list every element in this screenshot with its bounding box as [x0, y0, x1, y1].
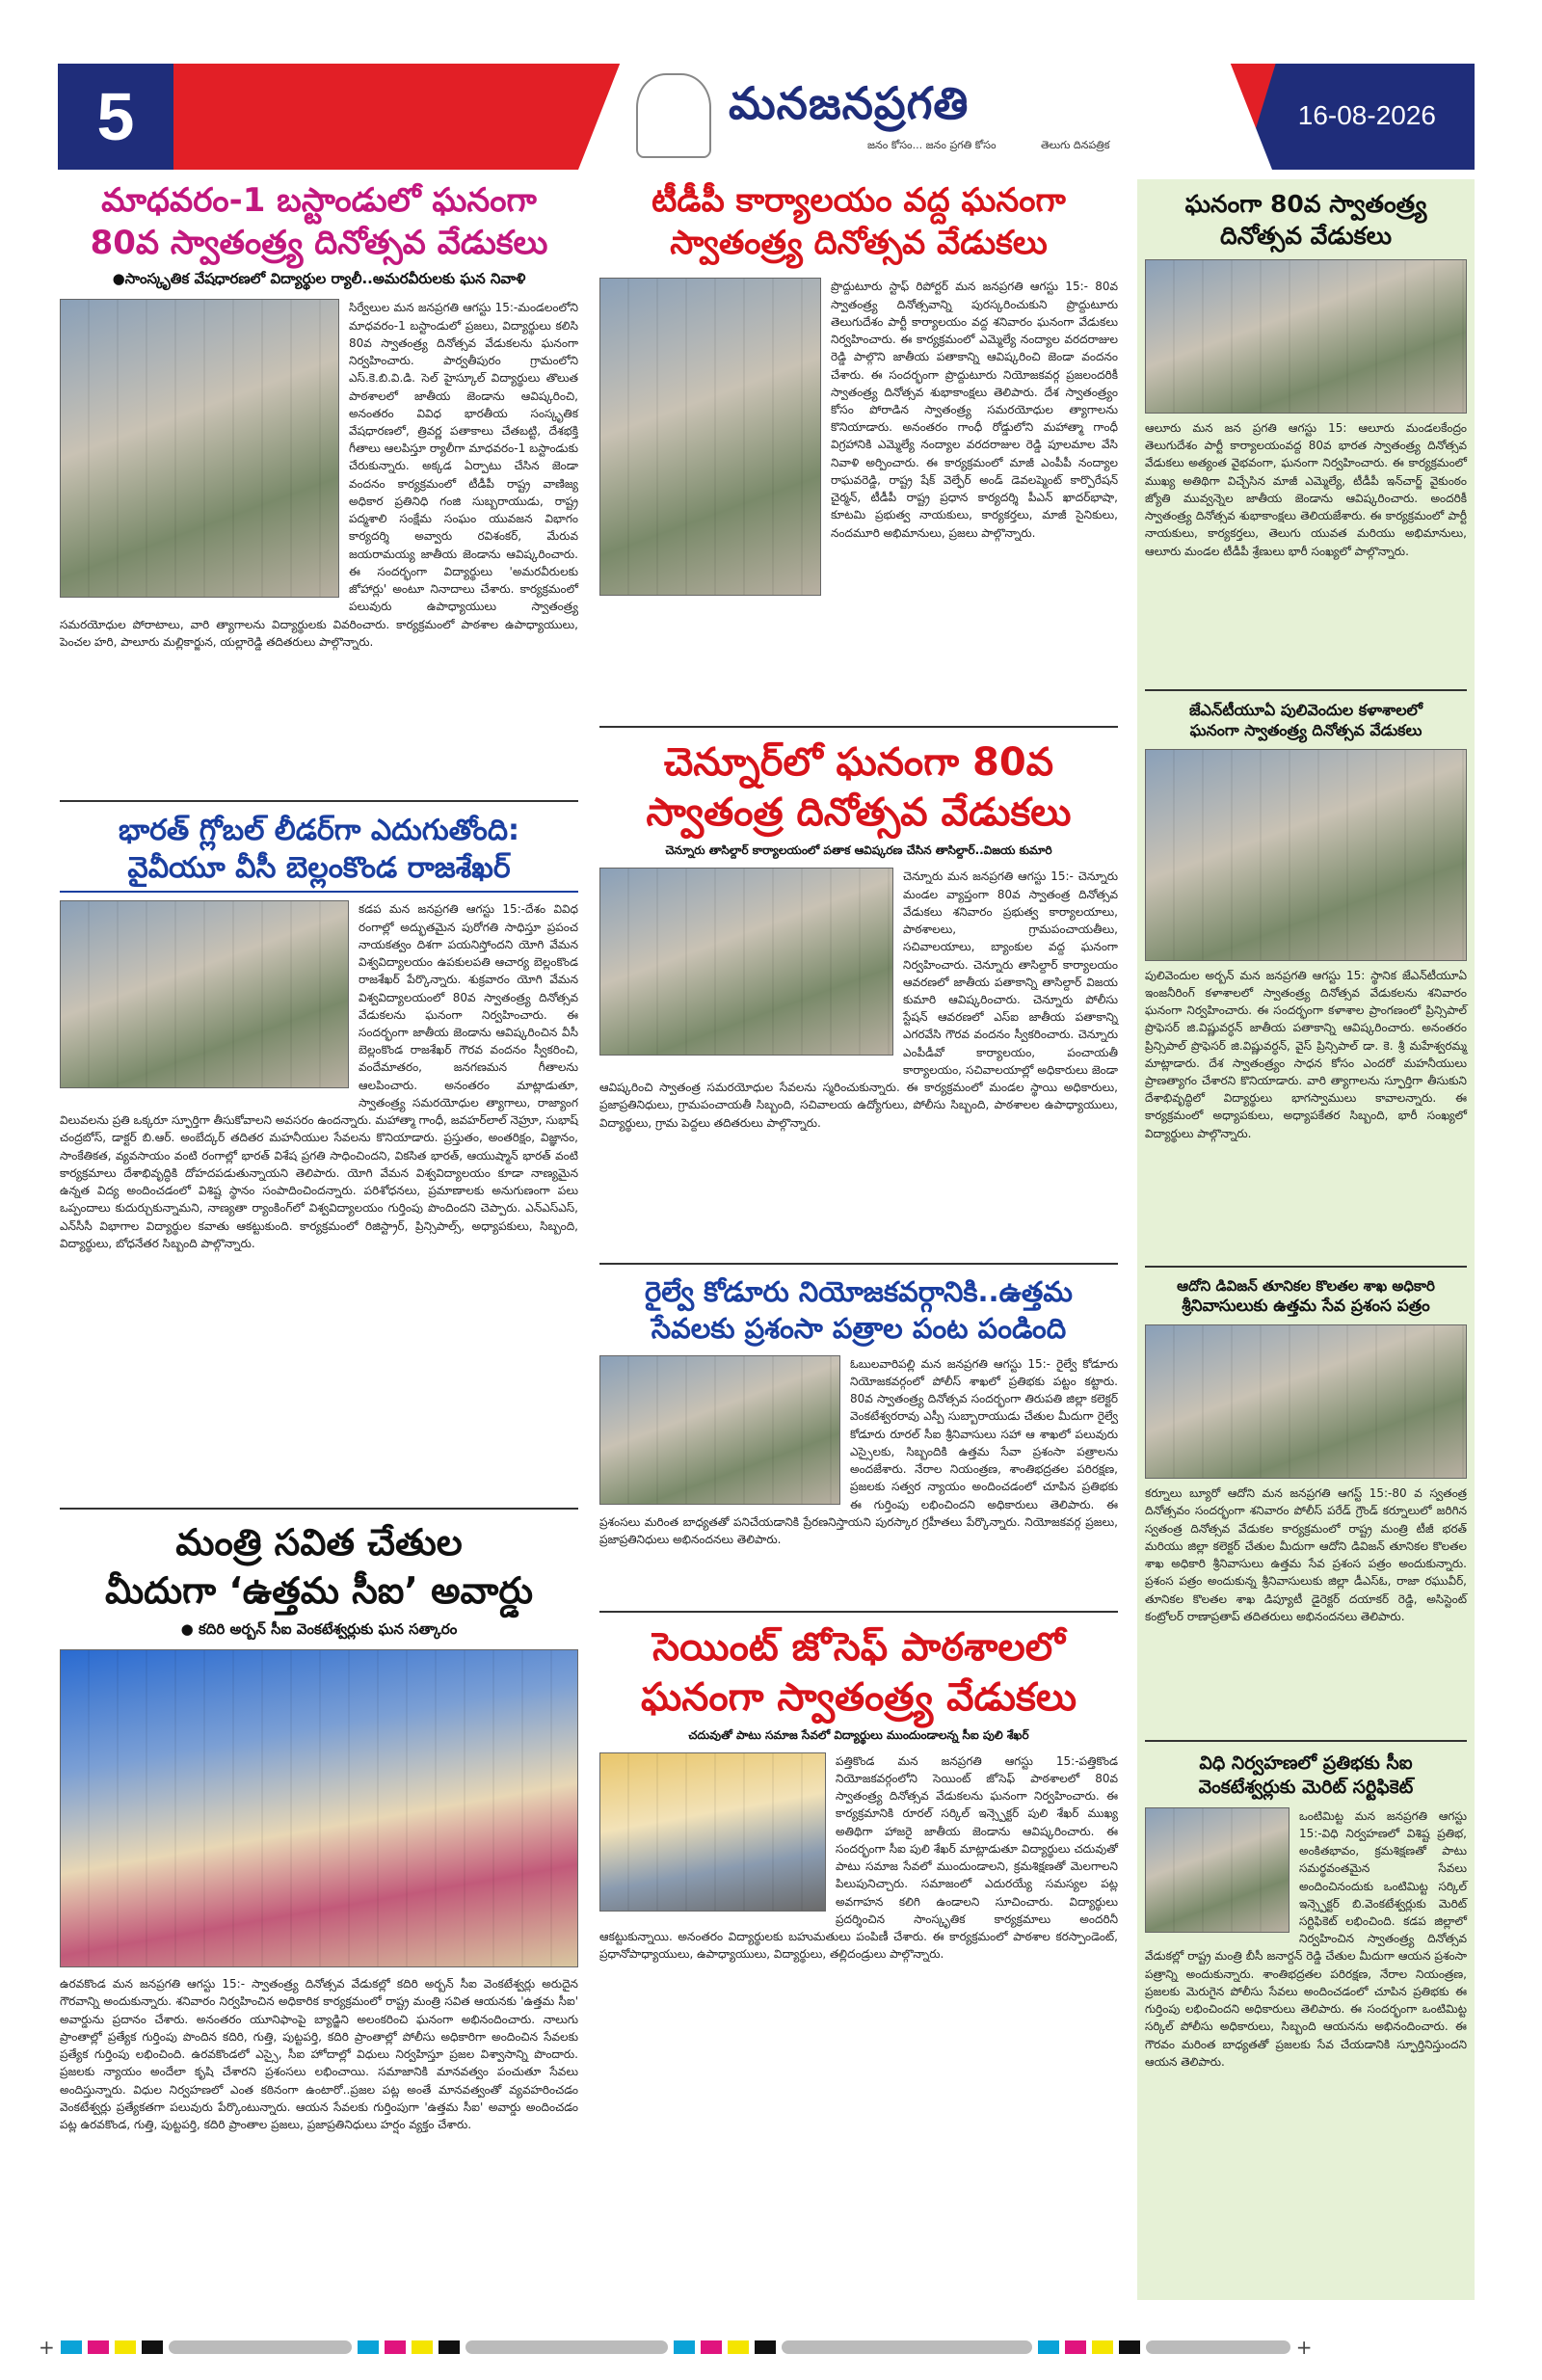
merit-certificate-photo — [1145, 1807, 1289, 1933]
headline-line-2: శ్రీనివాసులుకు ఉత్తమ సేవ ప్రశంస పత్రం — [1182, 1297, 1430, 1317]
black-swatch — [755, 2340, 776, 2354]
black-swatch — [439, 2340, 460, 2354]
divider — [599, 1611, 1118, 1613]
headline-line-2: స్వాతంత్ర్య దినోత్సవ వేడుకలు — [670, 224, 1048, 263]
college-photo — [1145, 749, 1467, 961]
issue-date: 16-08-2026 — [1297, 100, 1436, 130]
article-body: ఒంటిమిట్ట మన జనప్రగతి ఆగస్టు 15:-విధి నిర్వహణలో విశిష్ట ప్రతిభ, అంకితభావం, క్రమశిక్షణతో పాటు సమర్థవంతమైన సేవలు అందించినందుకు ఒంటిమిట్ట సర్కిల్ ఇన్స్పెక్టర్ బి.వెంకటేశ్వర్లుకు మెరిట్ సర్టిఫికెట్ లభించింది. కడప జిల్లాలో నిర్వహించిన స్వాతంత్ర్య దినోత్సవ వేడుకల్లో రాష్ట్ర మంత్రి బీసీ జనార్దన్ రెడ్డి చేతుల మీదుగా ఆయన ప్రశంసా పత్రాన్ని అందుకున్నారు. శాంతిభద్రతల పరిరక్షణ, నేరాల నియంత్రణ, ప్రజలకు మెరుగైన పోలీసు సేవలు అందించడంలో చూపిన ప్రతిభకు ఈ గుర్తింపు లభించిందని అధికారులు తెలిపారు. ఈ సందర్భంగా ఒంటిమిట్ట సర్కిల్ పోలీసు అధికారులు, సిబ్బంది ఆయనను అభినందించారు. ఈ గౌరవం మరింత బాధ్యతతో ప్రజలకు సేవ చేయడానికి స్ఫూర్తినిస్తుందని ఆయన తెలిపారు. — [1145, 1808, 1467, 2069]
yellow-swatch — [412, 2340, 433, 2354]
gray-bar — [1146, 2340, 1290, 2354]
black-swatch — [1119, 2340, 1140, 2354]
article-railway-koduru — [599, 1274, 1118, 1600]
article-tdp-office — [599, 179, 1118, 716]
article-body: ఉరవకొండ మన జనప్రగతి ఆగస్టు 15:- స్వాతంత్ర్య దినోత్సవ వేడుకల్లో కదిరి అర్బన్ సీఐ వెంకటేశ్వర్లు అరుదైన గౌరవాన్ని అందుకున్నారు. శనివారం నిర్వహించిన అధికారిక కార్యక్రమంలో రాష్ట్ర మంత్రి సవిత ఆయనకు 'ఉత్తమ సీఐ' అవార్డును ప్రదానం చేశారు. అనంతరం యూనిఫాంపై బ్యాడ్జిని అలంకరించి ఘనంగా అభినందించారు. నాలుగు ప్రాంతాల్లో ప్రత్యేక గుర్తింపు పొందిన కదిరి, గుత్తి, పుట్టపర్తి, కదిరి ప్రాంతాల్లో పోలీసు అధికారిగా అందించిన సేవలకు ప్రత్యేక గుర్తింపు లభించింది. ఉరవకొండలో ఎస్సై, సీఐ హోదాల్లో విధులు నిర్వహిస్తూ ప్రజల విశ్వాసాన్ని పొందారు. ప్రజలకు న్యాయం అందేలా కృషి చేశారని ప్రశంసలు లభించాయి. సమాజానికి మానవత్వం పంచుతూ సేవలు అందిస్తున్నారు. విధుల నిర్వహణలో ఎంత కఠినంగా ఉంటారో..ప్రజల పట్ల అంతే మానవత్వంతో వ్యవహరించడం వెంకటేశ్వర్లు ప్రత్యేకతగా పలువురు పేర్కొంటున్నారు. ఆయన సేవలకు గుర్తింపుగా 'ఉత్తమ సీఐ' అవార్డు అందించడం పట్ల ఉరవకొండ, గుత్తి, పుట్టపర్తి, కదిరి ప్రాంతాల ప్రజలు, ప్రజాప్రతినిధులు హర్షం వ్యక్తం చేశారు. — [60, 1977, 578, 2132]
article-subline: ●సాంస్కృతిక వేషధారణలో విద్యార్థుల ర్యాలీ..అమరవీరులకు ఘన నివాళి — [112, 270, 526, 288]
black-swatch — [142, 2340, 163, 2354]
article-body: ప్రొద్దుటూరు స్టాఫ్ రిపోర్టర్ మన జనప్రగతి ఆగస్టు 15:- 80వ స్వాతంత్ర్య దినోత్సవాన్ని పురస్కరించుకుని ప్రొద్దుటూరు తెలుగుదేశం పార్టీ కార్యాలయం వద్ద శనివారం ఘనంగా వేడుకలు నిర్వహించారు. ఈ కార్యక్రమంలో ఎమ్మెల్యే నంద్యాల వరదరాజుల రెడ్డి పాల్గొని జాతీయ పతాకాన్ని ఆవిష్కరించి జెండా వందనం చేశారు. ఈ సందర్భంగా ప్రొద్దుటూరు నియోజకవర్గ ప్రజలందరికీ స్వాతంత్ర్య దినోత్సవ శుభాకాంక్షలు తెలిపారు. దేశ స్వాతంత్ర్యం కోసం పోరాడిన స్వాతంత్ర్య సమరయోధుల త్యాగాలను కొనియాడారు. అనంతరం గాంధీ రోడ్డులోని మహాత్మా గాంధీ విగ్రహానికి ఎమ్మెల్యే నంద్యాల వరదరాజుల రెడ్డి పూలమాల వేసి నివాళి అర్పించారు. ఈ కార్యక్రమంలో మాజీ ఎంపీపీ నంద్యాల రాఘవరెడ్డి, రాష్ట్ర షేక్ వెల్ఫేర్ అండ్ డెవలప్మెంట్ కార్పొరేషన్ చైర్మన్, టీడీపీ రాష్ట్ర ప్రధాన కార్యదర్శి పీఎన్ ఖాదర్‌భాషా, కూటమి ప్రభుత్వ నాయకులు, కార్యకర్తలు, మాజీ సైనికులు, నందమూరి అభిమానులు, ప్రజలు పాల్గొన్నారు. — [831, 280, 1118, 540]
tahsildar-office-photo — [599, 868, 893, 1056]
rally-photo — [60, 299, 339, 598]
headline-line-1: చెన్నూర్‌లో ఘనంగా 80వ — [663, 740, 1054, 786]
headline-line-1: ఆదోని డివిజన్ తూనికల కొలతల శాఖ అధికారి — [1177, 1276, 1435, 1295]
headline-line-1: రైల్వే కోడూరు నియోజకవర్గానికి..ఉత్తమ — [645, 1275, 1073, 1309]
headline-line-1: టీడీపీ కార్యాలయం వద్ద ఘనంగా — [651, 181, 1066, 220]
article-subline: చదువుతో పాటు సమాజ సేవలో విద్యార్థులు ముందుండాలన్న సీఐ పులి శేఖర్ — [688, 1727, 1029, 1742]
yellow-swatch — [1092, 2340, 1113, 2354]
flag-hoisting-photo — [599, 278, 821, 596]
article-vontimitta — [1145, 1752, 1467, 2125]
article-jntua — [1145, 701, 1467, 1256]
gray-bar — [169, 2340, 352, 2354]
certificate-photo — [599, 1355, 840, 1505]
paper-name: మనజనప్రగతి — [729, 77, 970, 129]
headline-line-2: ఘనంగా స్వాతంత్ర్య వేడుకలు — [640, 1674, 1077, 1720]
registration-mark-icon: + — [39, 2336, 55, 2359]
article-madhavaram — [60, 179, 578, 790]
divider — [599, 726, 1118, 728]
headline-line-1: ఘనంగా 80వ స్వాతంత్ర్య — [1184, 190, 1427, 218]
logo-emblem-icon — [636, 73, 711, 158]
cyan-swatch — [61, 2340, 82, 2354]
headline-line-1: భారత్ గ్లోబల్ లీడర్‌గా ఎదుగుతోంది: — [118, 814, 520, 848]
paper-logo — [636, 69, 1118, 164]
divider — [599, 1263, 1118, 1265]
cyan-swatch — [674, 2340, 695, 2354]
headline-line-2: సేవలకు ప్రశంసా పత్రాల పంట పండింది — [651, 1312, 1067, 1346]
article-yvu — [60, 812, 578, 1498]
article-subline: ● కదిరి అర్బన్ సీఐ వెంకటేశ్వర్లుకు ఘన సత్కారం — [180, 1620, 458, 1639]
divider — [1145, 1266, 1467, 1268]
headline-line-1: మంత్రి సవిత చేతుల — [175, 1521, 463, 1564]
divider — [1145, 1740, 1467, 1742]
gray-bar — [782, 2340, 1032, 2354]
article-adoni — [1145, 1277, 1467, 1731]
article-body: ఓబులవారిపల్లి మన జనప్రగతి ఆగస్టు 15:- రైల్వే కోడూరు నియోజకవర్గంలో పోలీస్ శాఖలో ప్రతిభకు పట్టం కట్టారు. 80వ స్వాతంత్ర్య దినోత్సవ సందర్భంగా తిరుపతి జిల్లా కలెక్టర్ వెంకటేశ్వరరావు ఎస్పీ సుబ్బారాయుడు చేతుల మీదుగా రైల్వే కోడూరు రూరల్ సీఐ శ్రీనివాసులు సహా ఆ శాఖలో పలువురు ఎస్సైలకు, సిబ్బందికి ఉత్తమ సేవా ప్రశంసా పత్రాలను అందజేశారు. నేరాల నియంత్రణ, శాంతిభద్రతల పరిరక్షణ, ప్రజలకు సత్వర న్యాయం అందించడంలో చూపిన ప్రతిభకు ఈ గుర్తింపు లభించిందని అధికారులు తెలిపారు. ఈ ప్రశంసలు మరింత బాధ్యతతో పనిచేయడానికి ప్రేరణనిస్తాయని పురస్కార గ్రహీతలు పేర్కొన్నారు. నియోజకవర్గ ప్రజలు, ప్రజాప్రతినిధులు అభినందనలు తెలిపారు. — [599, 1356, 1118, 1547]
magenta-swatch — [701, 2340, 722, 2354]
article-subline: చెన్నూరు తాసిల్దార్ కార్యాలయంలో పతాక ఆవిష్కరణ చేసిన తాసిల్దార్..విజయ కుమారి — [665, 843, 1052, 858]
article-body: కడప మన జనప్రగతి ఆగస్టు 15:-దేశం వివిధ రంగాల్లో అద్భుతమైన పురోగతి సాధిస్తూ ప్రపంచ నాయకత్వం దిశగా పయనిస్తోందని యోగి వేమన విశ్వవిద్యాలయం ఉపకులపతి ఆచార్య బెల్లంకొండ రాజశేఖర్ పేర్కొన్నారు. శుక్రవారం యోగి వేమన విశ్వవిద్యాలయంలో 80వ స్వాతంత్ర్య దినోత్సవ వేడుకలను ఘనంగా నిర్వహించారు. ఈ సందర్భంగా జాతీయ జెండాను ఆవిష్కరించిన వీసీ బెల్లంకొండ రాజశేఖర్ గౌరవ వందనం స్వీకరించి, వందేమాతరం, జనగణమన గీతాలను ఆలపించారు. అనంతరం మాట్లాడుతూ, స్వాతంత్ర్య సమరయోధుల త్యాగాలు, రాజ్యాంగ విలువలను ప్రతి ఒక్కరూ స్ఫూర్తిగా తీసుకోవాలని అవసరం ఉందన్నారు. మహాత్మా గాంధీ, జవహర్‌లాల్ నెహ్రూ, సుభాష్ చంద్రబోస్, డాక్టర్ బి.ఆర్. అంబేద్కర్ తదితర మహనీయుల సేవలను కొనియాడారు. ప్రస్తుతం, అంతరిక్షం, విజ్ఞానం, సాంకేతికత, వ్యవసాయం వంటి రంగాల్లో భారత్ విశేష ప్రగతి సాధించిందని, వికసిత భారత్, ఆయుష్మాన్ భారత్ వంటి కార్యక్రమాలు దేశాభివృద్ధికి దోహదపడుతున్నాయని తెలిపారు. యోగి వేమన విశ్వవిద్యాలయం కూడా నాణ్యమైన ఉన్నత విద్య అందించడంలో విశిష్ట స్థానం సంపాదించిందన్నారు. పరిశోధనలు, ప్రమాణాలకు అనుగుణంగా పలు ఒప్పందాలు కుదుర్చుకున్నామని, నాణ్యతా ర్యాంకింగ్‌లో విశ్వవిద్యాలయం గుర్తింపు పొందిందని చెప్పారు. ఎన్‌ఎస్‌ఎస్, ఎన్‌సీసీ విభాగాల విద్యార్థుల కవాతు ఆకట్టుకుంది. కార్యక్రమంలో రిజిస్ట్రార్, ప్రిన్సిపాల్స్, అధ్యాపకులు, సిబ్బంది, విద్యార్థులు, బోధనేతర సిబ్బంది పాల్గొన్నారు. — [60, 902, 578, 1250]
article-chennur — [599, 737, 1118, 1253]
headline-line-1: మాధవరం-1 బస్టాండులో ఘనంగా — [101, 181, 537, 220]
school-event-photo — [599, 1752, 826, 1912]
headline-line-2: 80వ స్వాతంత్ర్య దినోత్సవ వేడుకలు — [90, 224, 548, 263]
article-aluru — [1145, 189, 1467, 680]
article-st-joseph — [599, 1622, 1118, 2042]
headline-line-2: మీదుగా ‘ఉత్తమ సీఐ’ అవార్డు — [104, 1568, 534, 1612]
article-body: ఆలూరు మన జన ప్రగతి ఆగస్టు 15: ఆలూరు మండలకేంద్రం తెలుగుదేశం పార్టీ కార్యాలయంవద్ద 80వ భారత స్వాతంత్ర్య దినోత్సవ వేడుకలు అత్యంత వైభవంగా, ఘనంగా నిర్వహించారు. ఈ కార్యక్రమంలో ముఖ్య అతిథిగా విచ్చేసిన మాజీ ఎమ్మెల్యే, టీడీపీ ఇన్‌చార్జ్ వైకుంఠం జ్యోతి మువ్వన్నెల జాతీయ జెండాను ఆవిష్కరించారు. అందరికీ స్వాతంత్ర్య దినోత్సవ శుభాకాంక్షలు తెలియజేశారు. ఈ కార్యక్రమంలో పార్టీ నాయకులు, కార్యకర్తలు, తెలుగు యువత మరియు అభిమానులు, ఆలూరు మండల టీడీపీ శ్రేణులు భారీ సంఖ్యలో పాల్గొన్నారు. — [1145, 421, 1467, 558]
right-column — [1137, 179, 1475, 2300]
page-number: 5 — [96, 79, 135, 154]
magenta-swatch — [1065, 2340, 1086, 2354]
gray-bar — [465, 2340, 668, 2354]
award-photo — [60, 1649, 578, 1967]
yellow-swatch — [728, 2340, 749, 2354]
certificate-ceremony-photo — [1145, 1324, 1467, 1479]
headline-line-1: సెయింట్ జోసెఫ్ పాఠశాలలో — [652, 1624, 1065, 1670]
middle-column — [599, 179, 1118, 2042]
article-body: పత్తికొండ మన జనప్రగతి ఆగస్టు 15:-పత్తికొండ నియోజకవర్గంలోని సెయింట్ జోసెఫ్ పాఠశాలలో 80వ స్వాతంత్ర్య దినోత్సవ వేడుకలను ఘనంగా నిర్వహించారు. ఈ కార్యక్రమానికి రూరల్ సర్కిల్ ఇన్స్పెక్టర్ పులి శేఖర్ ముఖ్య అతిథిగా హాజరై జాతీయ జెండాను ఆవిష్కరించారు. ఈ సందర్భంగా సీఐ పులి శేఖర్ మాట్లాడుతూ విద్యార్థులు చదువుతో పాటు సమాజ సేవలో ముందుండాలని, క్రమశిక్షణతో మెలగాలని పిలుపునిచ్చారు. సమాజంలో ఎదురయ్యే సమస్యల పట్ల అవగాహన కలిగి ఉండాలని సూచించారు. విద్యార్థులు ప్రదర్శించిన సాంస్కృతిక కార్యక్రమాలు అందరినీ ఆకట్టుకున్నాయి. అనంతరం విద్యార్థులకు బహుమతులు పంపిణీ చేశారు. ఈ కార్యక్రమంలో పాఠశాల కరస్పాండెంట్, ప్రధానోపాధ్యాయులు, ఉపాధ్యాయులు, విద్యార్థులు, తల్లిదండ్రులు పాల్గొన్నారు. — [599, 1753, 1118, 1962]
headline-line-1: జేఎన్‌టీయూఏ పులివెందుల కళాశాలలో — [1188, 701, 1423, 719]
left-column — [60, 179, 578, 2197]
paper-tagline: జనం కోసం... జనం ప్రగతి కోసం — [867, 139, 997, 151]
magenta-swatch — [88, 2340, 109, 2354]
headline-line-2: వెంకటేశ్వర్లుకు మెరిట్ సర్టిఫికెట్ — [1198, 1776, 1414, 1798]
divider — [60, 800, 578, 802]
article-body: చెన్నూరు మన జనప్రగతి ఆగస్టు 15:- చెన్నూరు మండల వ్యాప్తంగా 80వ స్వాతంత్ర దినోత్సవ వేడుకలు శనివారం ప్రభుత్వ కార్యాలయాలు, పాఠశాలలు, గ్రామపంచాయతీలు, సచివాలయాలు, బ్యాంకుల వద్ద ఘనంగా నిర్వహించారు. చెన్నూరు తాసిల్దార్ కార్యాలయం ఆవరణలో జాతీయ పతాకాన్ని తాసిల్దార్ విజయ కుమారి ఆవిష్కరించారు. చెన్నూరు పోలీసు స్టేషన్ ఆవరణలో ఎస్ఐ జాతీయ పతాకాన్ని ఎగరవేసి గౌరవ వందనం స్వీకరించారు. చెన్నూరు ఎంపీడీవో కార్యాలయం, పంచాయతీ కార్యాలయం, సచివాలయాల్లో అధికారులు జెండా ఆవిష్కరించి స్వాతంత్ర సమరయోధుల సేవలను స్మరించుకున్నారు. ఈ కార్యక్రమంలో మండల స్థాయి అధికారులు, ప్రజాప్రతినిధులు, గ్రామపంచాయతీ సిబ్బంది, సచివాలయ ఉద్యోగులు, పోలీసు సిబ్బంది, పాఠశాలల ఉపాధ్యాయులు, విద్యార్థులు, గ్రామ పెద్దలు తదితరులు పాల్గొన్నారు. — [599, 869, 1118, 1130]
article-best-ci-award — [60, 1519, 578, 2197]
registration-mark-icon: + — [1295, 2336, 1313, 2359]
paper-tagline-2: తెలుగు దినపత్రిక — [1041, 139, 1110, 151]
article-body: పులివెందుల అర్బన్ మన జనప్రగతి ఆగస్టు 15: స్థానిక జేఎన్‌టీయూఏ ఇంజనీరింగ్ కళాశాలలో స్వాతంత్ర్య దినోత్సవ వేడుకలను శనివారం ఘనంగా నిర్వహించారు. ఈ సందర్భంగా కళాశాల ప్రాంగణంలో ప్రిన్సిపాల్ ప్రొఫెసర్ జి.విష్ణువర్ధన్ జాతీయ పతాకాన్ని ఆవిష్కరించారు. అనంతరం ప్రిన్సిపాల్ ప్రొఫెసర్ జి.విష్ణువర్ధన్, వైస్ ప్రిన్సిపాల్ డా. కె. శ్రీ మహేశ్వరమ్మ మాట్లాడారు. దేశ స్వాతంత్ర్యం సాధన కోసం ఎందరో మహనీయులు ప్రాణత్యాగం చేశారని కొనియాడారు. వారి త్యాగాలను స్ఫూర్తిగా తీసుకుని దేశాభివృద్ధిలో విద్యార్థులు భాగస్వాములు కావాలన్నారు. ఈ కార్యక్రమంలో అధ్యాపకులు, అధ్యాపకేతర సిబ్బంది, భారీ సంఖ్యలో విద్యార్థులు పాల్గొన్నారు. — [1145, 968, 1467, 1140]
print-registration-strip — [39, 2333, 1503, 2362]
article-body: సిర్వేలుల మన జనప్రగతి ఆగస్టు 15:-మండలంలోని మాధవరం-1 బస్టాండులో ప్రజలు, విద్యార్థులు కలిసి 80వ స్వాతంత్ర్య దినోత్సవ వేడుకలను ఘనంగా నిర్వహించారు. పార్వతీపురం గ్రామంలోని ఎస్.కె.బి.వి.డి. సెల్ హైస్కూల్ విద్యార్థులు తొలుత పాఠశాలలో జాతీయ జెండాను ఆవిష్కరించి, అనంతరం వివిధ భారతీయ సంస్కృతిక వేషధారణలో, త్రివర్ణ పతాకాలు చేతబట్టి, దేశభక్తి గీతాలు ఆలపిస్తూ ర్యాలీగా మాధవరం-1 బస్టాండుకు చేరుకున్నారు. అక్కడ ఏర్పాటు చేసిన జెండా వందనం కార్యక్రమంలో టీడీపీ రాష్ట్ర వాణిజ్య అధికార ప్రతినిధి గంజి సుబ్బరాయుడు, రాష్ట్ర పద్మశాలి సంక్షేమ సంఘం యువజన విభాగం కార్యదర్శి అవ్వారు రవిశంకర్, మేరువ జయరామయ్య జాతీయ జెండాను ఆవిష్కరించారు. ఈ సందర్భంగా విద్యార్థులు 'అమరవీరులకు జోహార్లు' అంటూ నినాదాలు చేశారు. కార్యక్రమంలో పలువురు ఉపాధ్యాయులు స్వాతంత్ర్య సమరయోధుల పోరాటాలు, వారి త్యాగాలను విద్యార్థులకు వివరించారు. కార్యక్రమంలో పాఠశాల ఉపాధ్యాయులు, పెంచల హరి, పాలూరు మల్లికార్జున, యల్లారెడ్డి తదితరులు పాల్గొన్నారు. — [60, 301, 578, 649]
headline-line-2: స్వాతంత్ర దినోత్సవ వేడుకలు — [646, 790, 1072, 836]
university-photo — [60, 900, 349, 1088]
headline-line-2: ఘనంగా స్వాతంత్ర్య దినోత్సవ వేడుకలు — [1189, 720, 1422, 739]
magenta-swatch — [385, 2340, 406, 2354]
party-office-photo — [1145, 259, 1467, 414]
headline-line-1: విధి నిర్వహణలో ప్రతిభకు సీఐ — [1199, 1752, 1413, 1775]
cyan-swatch — [1038, 2340, 1059, 2354]
masthead — [58, 64, 1475, 170]
article-body: కర్నూలు బ్యూరో ఆదోని మన జనప్రగతి ఆగస్ట్ 15:-80 వ స్వతంత్ర దినోత్సవం సందర్భంగా శనివారం పోలీస్ పరేడ్ గ్రౌండ్ కర్నూలులో జరిగిన స్వతంత్ర దినోత్సవ వేడుకల కార్యక్రమంలో రాష్ట్ర మంత్రి టీజీ భరత్ మరియు జిల్లా కలెక్టర్ చేతుల మీదుగా ఆదోని డివిజన్ తూనికల కొలతల శాఖ అధికారి శ్రీనివాసులు ఉత్తమ సేవ ప్రశంస పత్రం అందుకున్నారు. ప్రశంస పత్రం అందుకున్న శ్రీనివాసులుకు జిల్లా డీఎస్‌ఓ, రాజా రఘువీర్, తూనికల కొలతల శాఖ డిప్యూటీ డైరెక్టర్ దయాకర్ రెడ్డి, అసిస్టెంట్ కంట్రోలర్ రాణాప్రతాప్ తదితరులు అభినందనలు తెలిపారు. — [1145, 1486, 1467, 1623]
yellow-swatch — [115, 2340, 136, 2354]
divider — [60, 1508, 578, 1510]
divider — [1145, 689, 1467, 691]
headline-line-2: వైవీయూ వీసీ బెల్లంకొండ రాజశేఖర్ — [60, 849, 578, 893]
headline-line-2: దినోత్సవ వేడుకలు — [1219, 221, 1393, 250]
cyan-swatch — [358, 2340, 379, 2354]
